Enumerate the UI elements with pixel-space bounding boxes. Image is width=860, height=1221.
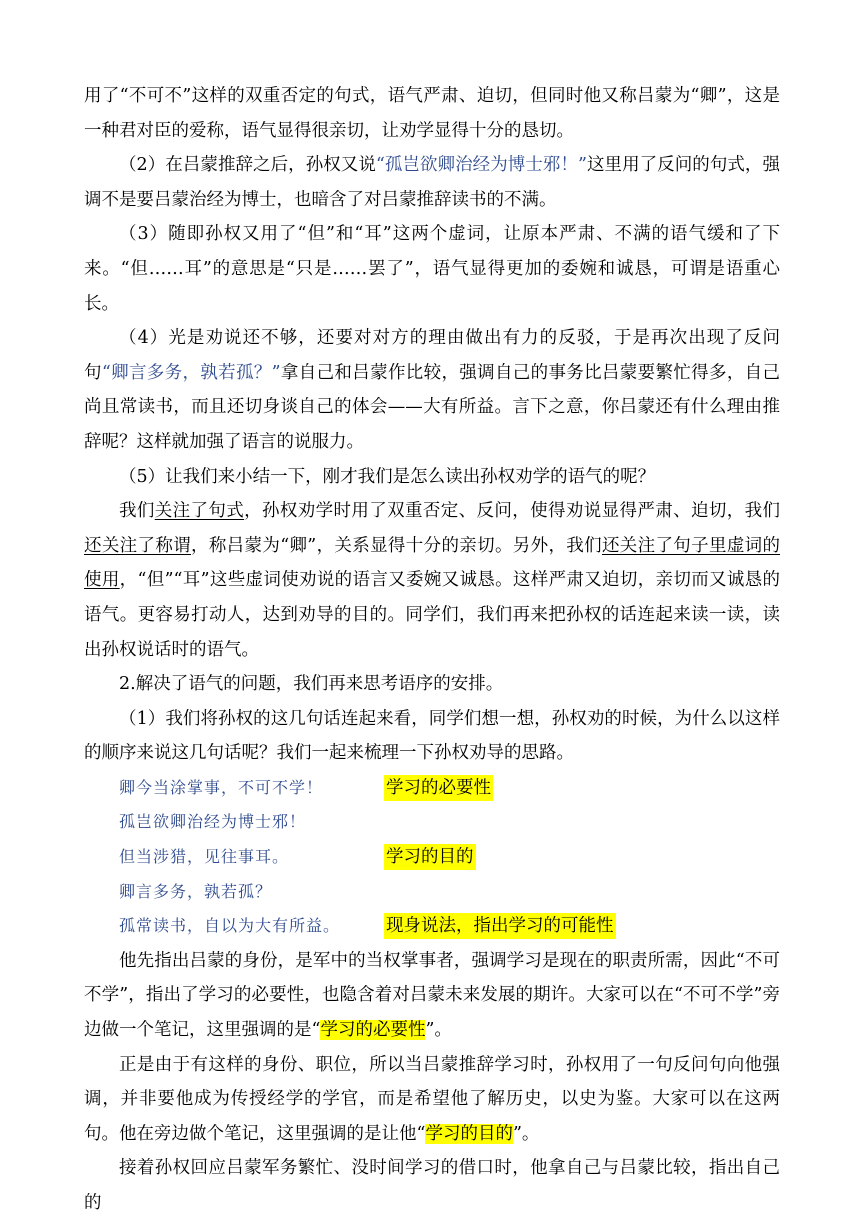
paragraph-5 (84, 460, 780, 495)
outline-quote: 卿今当涂掌事，不可不学！ (119, 777, 324, 797)
paragraph-2 (84, 148, 780, 217)
paragraph-7-text: 2.解决了语气的问题，我们再来思考语序的安排。 (119, 674, 504, 695)
paragraph-2-text-a: （2）在吕蒙推辞之后，孙权又说 (119, 155, 376, 176)
paragraph-4 (84, 321, 780, 459)
paragraph-10-text-b: ”。 (512, 1123, 540, 1144)
outline-row (84, 909, 780, 944)
outline-quote: 孤岂欲卿治经为博士邪！ (119, 812, 307, 832)
highlight-purpose: 学习的目的 (425, 1123, 513, 1144)
paragraph-4-text-a: （4）光是劝说还不够，还要对对方的理由做出有力的反驳，于是再次出现了反问句 (84, 328, 780, 383)
paragraph-10 (84, 1048, 780, 1152)
paragraph-4-text-b: 拿自己和吕蒙作比较，强调自己的事务比吕蒙要繁忙得多，自己尚且常读书，而且还切身谈自己的体会——大有所益。言下之意，你吕蒙还有什么理由推辞呢？这样就加强了语言的说服力。 (84, 362, 780, 452)
outline-row (84, 875, 780, 910)
paragraph-11-text: 接着孙权回应吕蒙军务繁忙、没时间学习的借口时，他拿自己与吕蒙比较，指出自己的 (84, 1158, 780, 1213)
paragraph-7 (84, 667, 780, 702)
paragraph-4-quote: “卿言多务，孰若孤？” (101, 362, 281, 383)
outline-row (84, 840, 780, 875)
outline-quote: 卿言多务，孰若孤？ (119, 881, 273, 901)
underline-focus-particles: 还关注了句子里虚词的使用 (84, 535, 780, 591)
paragraph-9-text-a: 他先指出吕蒙的身份，是军中的当权掌事者，强调学习是现在的职责所需，因此“不可不学”，指出了学习的必要性，也隐含着对吕蒙未来发展的期许。大家可以在“不可不学”旁边做一个笔记，这里强调的是“ (84, 950, 780, 1041)
outline-quote: 孤常读书，自以为大有所益。 (119, 916, 341, 936)
paragraph-3-text: （3）随即孙权又用了“但”和“耳”这两个虚词，让原本严肃、不满的语气缓和了下来。“但……耳”的意思是“只是……罢了”，语气显得更加的委婉和诚恳，可谓是语重心长。 (84, 224, 780, 314)
paragraph-6-text-c: ，称吕蒙为“卿”，关系显得十分的亲切。另外，我们 (191, 535, 602, 556)
outline-tag: 学习的必要性 (384, 775, 493, 801)
outline-row (84, 805, 780, 840)
paragraph-2-quote: “孤岂欲卿治经为博士邪！” (375, 155, 587, 176)
reasoning-outline (84, 771, 780, 944)
paragraph-5-text: （5）让我们来小结一下，刚才我们是怎么读出孙权劝学的语气的呢？ (119, 466, 656, 487)
paragraph-10-text-a: 正是由于有这样的身份、职位，所以当吕蒙推辞学习时，孙权用了一句反问句向他强调，并非要他成为传授经学的学官，而是希望他了解历史，以史为鉴。大家可以在这两句。他在旁边做个笔记，这里强调的是让他“ (84, 1054, 780, 1144)
paragraph-11 (84, 1151, 780, 1220)
paragraph-8 (84, 702, 780, 771)
underline-focus-sentence: 关注了句式 (154, 501, 245, 522)
paragraph-6-text-d: ，“但”“耳”这些虚词使劝说的语言又委婉又诚恳。这样严肃又迫切，亲切而又诚恳的语气。更容易打动人，达到劝导的目的。同学们，我们再来把孙权的话连起来读一读，读出孙权说话时的语气。 (84, 570, 780, 660)
highlight-necessity: 学习的必要性 (320, 1020, 426, 1041)
paragraph-8-text: （1）我们将孙权的这几句话连起来看，同学们想一想，孙权劝的时候，为什么以这样的顺序来说这几句话呢？我们一起来梳理一下孙权劝导的思路。 (84, 708, 780, 764)
outline-tag: 学习的目的 (384, 844, 476, 870)
paragraph-9 (84, 944, 780, 1048)
paragraph-9-text-b: ”。 (425, 1020, 452, 1041)
outline-quote: 但当涉猎，见往事耳。 (119, 847, 290, 867)
underline-focus-address: 还关注了称谓 (84, 535, 192, 556)
paragraph-6 (84, 494, 780, 667)
document-page (84, 79, 780, 1221)
paragraph-3 (84, 217, 780, 321)
outline-tag: 现身说法，指出学习的可能性 (384, 913, 616, 939)
paragraph-6-text-a: 我们 (119, 501, 155, 522)
outline-row (84, 771, 780, 806)
paragraph-2-text-b: 这里用了反问的句式，强调不是要吕蒙治经为博士，也暗含了对吕蒙推辞读书的不满。 (84, 155, 780, 210)
paragraph-1 (84, 79, 780, 148)
paragraph-1-text: 用了“不可不”这样的双重否定的句式，语气严肃、迫切，但同时他又称吕蒙为“卿”，这是一种君对臣的爱称，语气显得很亲切，让劝学显得十分的恳切。 (84, 86, 780, 141)
paragraph-6-text-b: ，孙权劝学时用了双重否定、反问，使得劝说显得严肃、迫切，我们 (244, 501, 780, 522)
